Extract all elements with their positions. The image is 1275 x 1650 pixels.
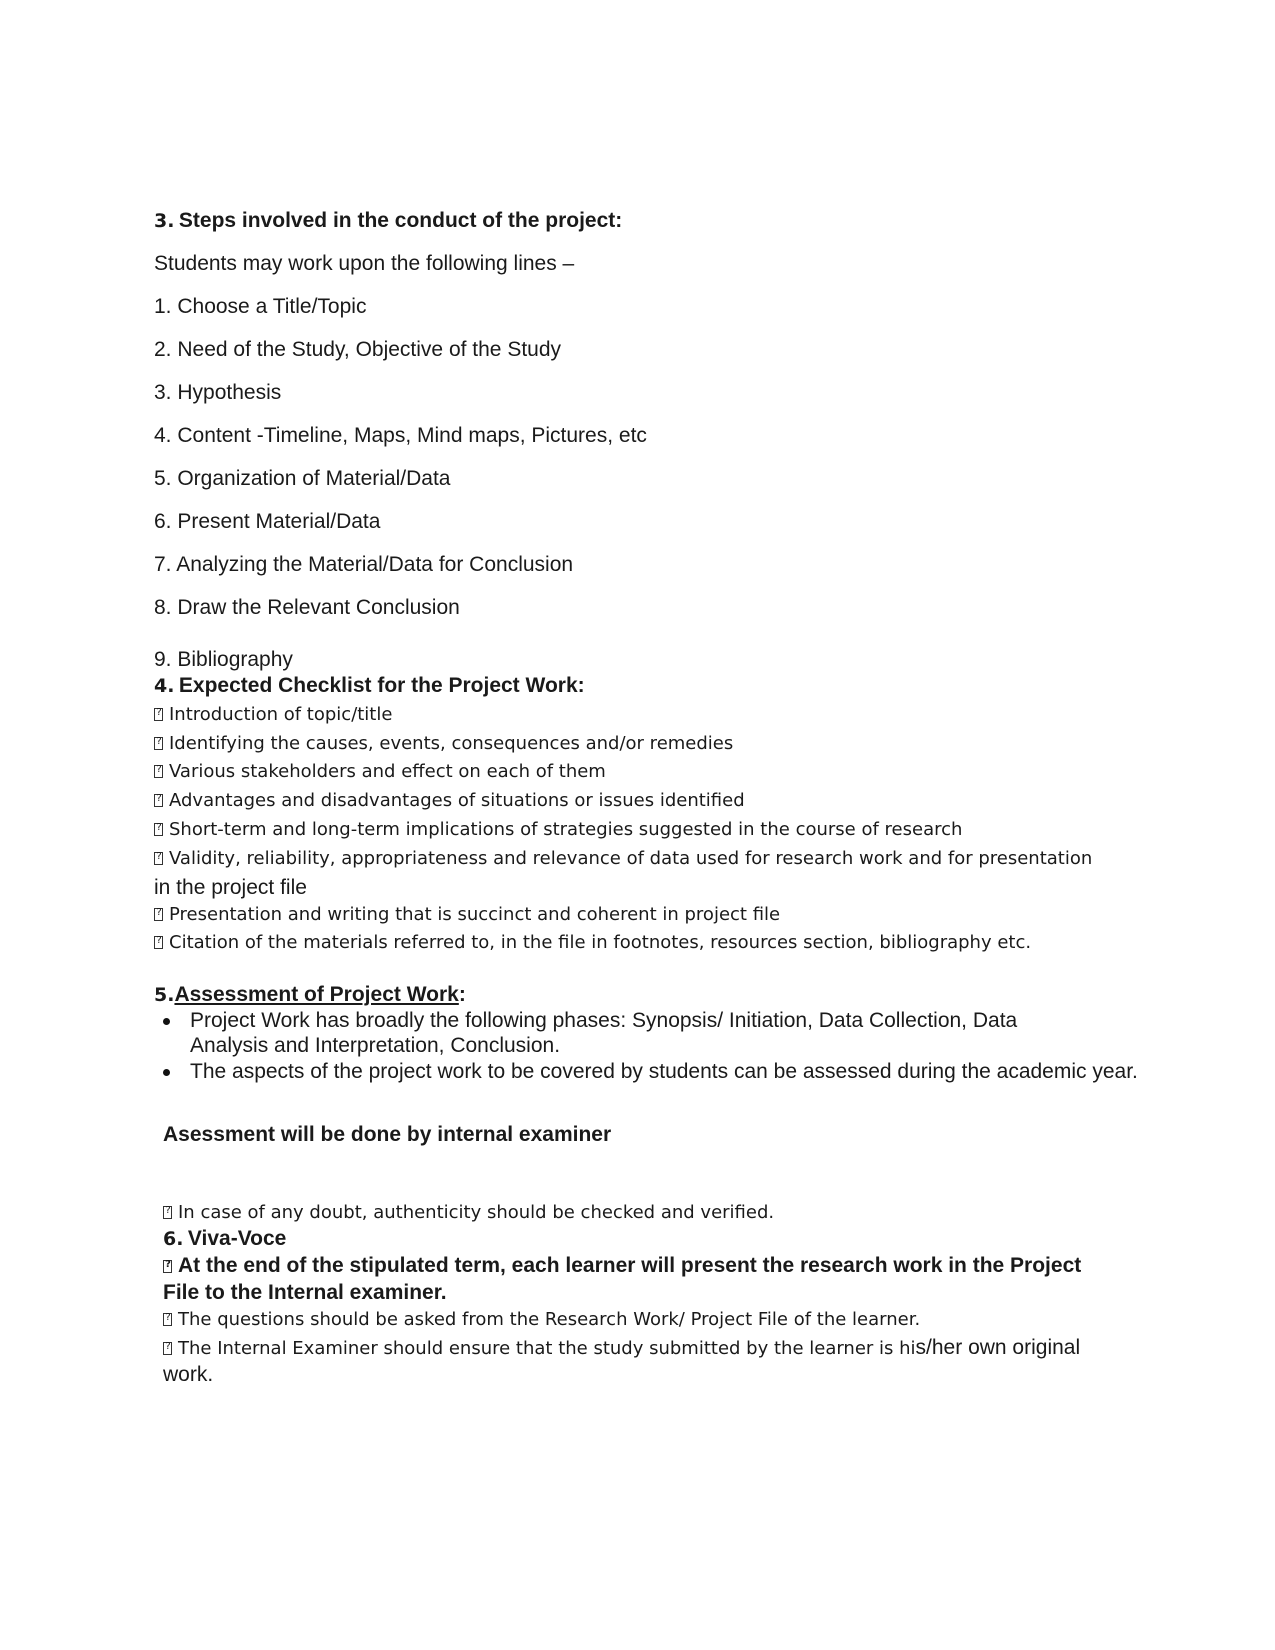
checklist-item [154,904,780,925]
viva-point [163,1309,920,1330]
step-item: 9. Bibliography [154,648,293,671]
bullet-icon [163,1069,170,1076]
checklist-item-text: Identifying the causes, events, consequences and/or remedies [169,733,734,754]
missing-glyph-icon [154,708,163,721]
step-item: 5. Organization of Material/Data [154,467,451,490]
section-5-title: Assessment of Project Work [174,983,459,1006]
checklist-item [154,932,1031,953]
section-3-heading [154,209,622,233]
checklist-item-text: Various stakeholders and effect on each of them [169,761,606,782]
step-item: 1. Choose a Title/Topic [154,295,367,318]
step-item: 6. Present Material/Data [154,510,381,533]
section-5-number: 5. [154,984,175,1006]
section-3-title: Steps involved in the conduct of the project: [178,209,623,232]
step-item: 8. Draw the Relevant Conclusion [154,596,460,619]
section-6-number: 6. [163,1228,184,1250]
missing-glyph-icon [154,852,163,865]
missing-glyph-icon [154,737,163,750]
examiner-note: Asessment will be done by internal examiner [163,1123,612,1146]
section-6-heading [163,1227,286,1251]
checklist-item [154,761,606,782]
viva-point-text-tail: s/her own original [915,1336,1081,1359]
checklist-item [154,848,1092,869]
checklist-item-text: Citation of the materials referred to, in the file in footnotes, resources section, bibliography etc. [169,932,1032,953]
checklist-item-text: Short-term and long-term implications of strategies suggested in the course of research [169,819,963,840]
bullet-item-line: Project Work has broadly the following phases: Synopsis/ Initiation, Data Collection, Data [190,1009,1018,1032]
bullet-item-line: The aspects of the project work to be covered by students can be assessed during the academic year. [190,1060,1138,1083]
viva-point-continuation: File to the Internal examiner. [163,1281,447,1304]
doubt-note-text: In case of any doubt, authenticity should be checked and verified. [178,1202,775,1223]
checklist-item-text: Introduction of topic/title [169,704,393,725]
viva-point [163,1336,1080,1360]
missing-glyph-icon [154,794,163,807]
section-5-colon: : [458,983,466,1006]
viva-point-continuation: work. [163,1363,214,1386]
checklist-item-continuation: in the project file [154,876,307,899]
bullet-item-line: Analysis and Interpretation, Conclusion. [190,1034,561,1057]
checklist-item-text: Validity, reliability, appropriateness and relevance of data used for research work and for presentation [169,848,1093,869]
bullet-icon [163,1018,170,1025]
section-3-intro: Students may work upon the following lines – [154,252,575,275]
step-item: 3. Hypothesis [154,381,282,404]
viva-point-text: At the end of the stipulated term, each learner will present the research work in the Project [178,1254,1082,1277]
section-4-heading [154,674,585,698]
section-3-number: 3. [154,210,175,232]
section-5-heading [154,983,466,1007]
viva-point-text: The questions should be asked from the Research Work/ Project File of the learner. [178,1309,921,1330]
step-item: 2. Need of the Study, Objective of the Study [154,338,562,361]
checklist-item-text: Presentation and writing that is succinct and coherent in project file [169,904,781,925]
section-4-number: 4. [154,675,175,697]
checklist-item [154,704,392,725]
missing-glyph-icon [163,1260,172,1273]
doubt-note [163,1202,774,1223]
missing-glyph-icon [163,1206,172,1219]
missing-glyph-icon [154,936,163,949]
step-item: 4. Content -Timeline, Maps, Mind maps, Pictures, etc [154,424,647,447]
checklist-item [154,790,745,811]
viva-point [163,1254,1081,1278]
step-item: 7. Analyzing the Material/Data for Conclusion [154,553,574,576]
section-6-title: Viva-Voce [187,1227,287,1250]
missing-glyph-icon [154,908,163,921]
missing-glyph-icon [154,765,163,778]
checklist-item [154,733,733,754]
section-4-title: Expected Checklist for the Project Work: [178,674,585,697]
checklist-item [154,819,962,840]
missing-glyph-icon [163,1342,172,1355]
viva-point-text: The Internal Examiner should ensure that the study submitted by the learner is hi [178,1338,916,1359]
missing-glyph-icon [154,823,163,836]
checklist-item-text: Advantages and disadvantages of situations or issues identified [169,790,745,811]
missing-glyph-icon [163,1313,172,1326]
